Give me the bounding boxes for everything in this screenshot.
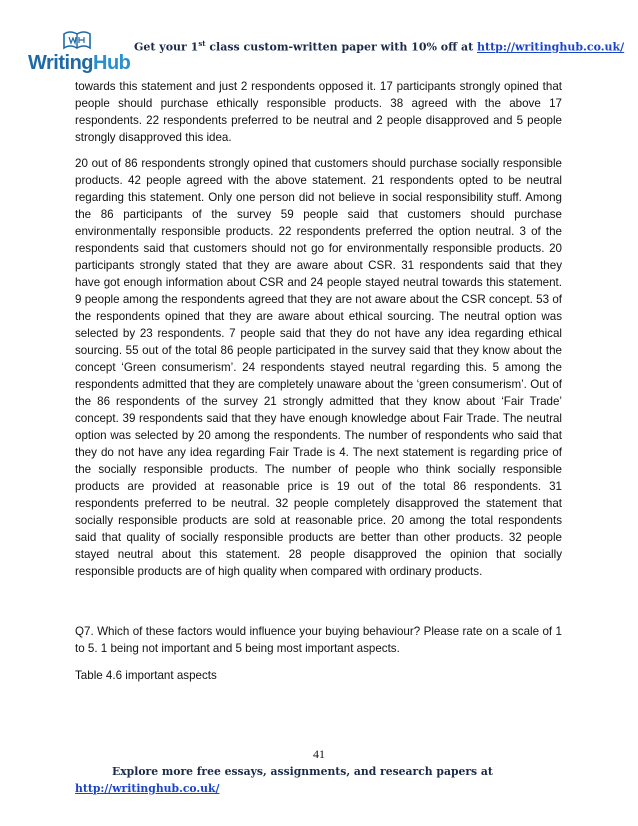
- logo-word-hub: Hub: [93, 52, 131, 74]
- promo-superscript: st: [198, 39, 206, 48]
- body-paragraph-1: towards this statement and just 2 respondents opposed it. 17 participants strongly opined that people should purchase ethically responsible products. 38 agreed with the above 17 respondents. 22 respondents preferred to be neutral and 2 people disapproved and 5 people strongly disapproved this idea.: [75, 80, 562, 144]
- footer-link[interactable]: http://writinghub.co.uk/: [75, 782, 220, 795]
- header-promo: [134, 39, 624, 54]
- promo-text-start: Get your 1: [134, 40, 199, 54]
- header-link[interactable]: http://writinghub.co.uk/: [477, 40, 625, 54]
- table-caption: Table 4.6 important aspects: [75, 669, 217, 682]
- body-content: [75, 78, 562, 693]
- body-paragraph-2: 20 out of 86 respondents strongly opined that customers should purchase socially responsible products. 42 people agreed with the above statement. 21 respondents opted to be neutral regarding this statement. Only one person did not believe in social responsibility stuff. Among the 86 participants of the survey 59 people said that customers should purchase environmentally responsible products. 22 respondents preferred the option neutral. 3 of the respondents said that customers should not go for environmentally responsible products. 20 participants strongly stated that they are aware about CSR. 31 respondents said that they have got enough information about CSR and 24 people stayed neutral towards this statement. 9 people among the respondents agreed that they are not aware about the CSR concept. 53 of the respondents opined that they are aware about ethical sourcing. The neutral option was selected by 23 respondents. 7 people said that they do not have any idea regarding ethical sourcing. 55 out of the total 86 people participated in the survey said that they know about the concept ‘Green consumerism’. 24 respondents stayed neutral regarding this. 5 among the respondents admitted that they are completely unaware about the ‘green consumerism’. Out of the 86 respondents of the survey 21 strongly admitted that they know about ‘Fair Trade’ concept. 39 respondents said that they have enough knowledge about Fair Trade. The neutral option was selected by 20 among the respondents. The number of respondents who said that they do not have any idea regarding Fair Trade is 4. The next statement is regarding price of the socially responsible products. The number of people who think socially responsible products are provided at reasonable price is 19 out of the total 86 respondents. 31 respondents preferred to be neutral. 32 people completely disapproved the statement that socially responsible products are sold at reasonable price. 20 among the total respondents said that quality of socially responsible products are better than other products. 32 people stayed neutral about this statement. 28 people disapproved the opinion that socially responsible products are of high quality when compared with ordinary products.: [75, 157, 562, 578]
- writinghub-logo[interactable]: [24, 28, 134, 76]
- promo-text-middle: class custom-written paper with 10% off at: [205, 40, 478, 54]
- book-logo-icon: [62, 28, 92, 52]
- footer-text: Explore more free essays, assignments, and research papers at: [112, 765, 493, 778]
- logo-wordmark: [28, 52, 130, 75]
- footer: [75, 763, 555, 797]
- question-q7: Q7. Which of these factors would influence your buying behaviour? Please rate on a scale of 1 to 5. 1 being not important and 5 being most important aspects.: [75, 625, 562, 655]
- logo-word-writing: Writing: [28, 52, 94, 74]
- page-number: 41: [313, 747, 325, 761]
